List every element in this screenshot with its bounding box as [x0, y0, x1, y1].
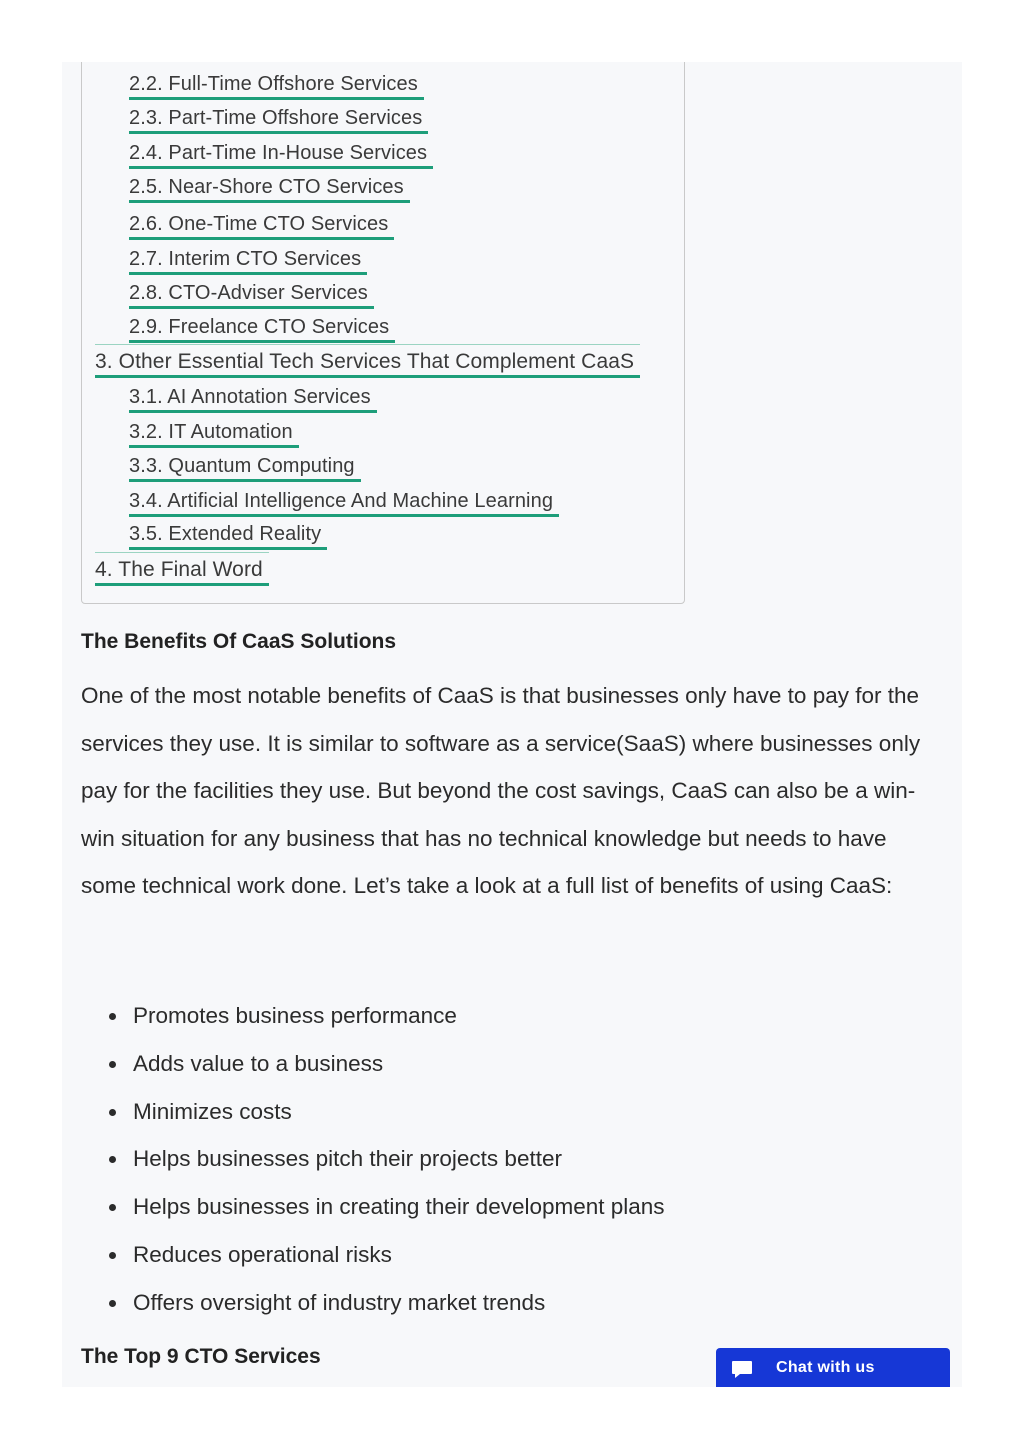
toc-item-ai-annotation[interactable]: 3.1. AI Annotation Services — [129, 384, 377, 413]
table-of-contents — [81, 62, 685, 604]
benefits-heading: The Benefits Of CaaS Solutions — [81, 630, 397, 653]
toc-item-final-word[interactable]: 4. The Final Word — [95, 557, 269, 586]
toc-item-other-essential-tech[interactable]: 3. Other Essential Tech Services That Complement CaaS — [95, 349, 640, 378]
chat-widget-label: Chat with us — [776, 1359, 875, 1376]
list-item: Promotes business performance — [81, 992, 665, 1040]
toc-item-one-time-cto[interactable]: 2.6. One-Time CTO Services — [129, 211, 394, 240]
benefits-paragraph: One of the most notable benefits of CaaS is that businesses only have to pay for the services they use. It is similar to software as a service(SaaS) where businesses only pay for the facilities they use. But beyond the cost savings, CaaS can also be a win-win situation for any business that has no technical knowledge but needs to have some technical work done. Let’s take a look at a full list of benefits of using CaaS: — [81, 683, 921, 898]
toc-item-part-time-in-house[interactable]: 2.4. Part-Time In-House Services — [129, 140, 433, 169]
list-item: Reduces operational risks — [81, 1231, 665, 1279]
list-item: Offers oversight of industry market trends — [81, 1279, 665, 1327]
toc-item-near-shore-cto[interactable]: 2.5. Near-Shore CTO Services — [129, 174, 410, 203]
chat-widget-button[interactable] — [716, 1348, 950, 1387]
list-item: Adds value to a business — [81, 1040, 665, 1088]
benefits-list — [81, 992, 665, 1327]
toc-item-ai-ml[interactable]: 3.4. Artificial Intelligence And Machine Learning — [129, 488, 559, 517]
toc-item-part-time-offshore[interactable]: 2.3. Part-Time Offshore Services — [129, 105, 428, 134]
toc-item-it-automation[interactable]: 3.2. IT Automation — [129, 419, 299, 448]
toc-item-interim-cto[interactable]: 2.7. Interim CTO Services — [129, 246, 367, 275]
page — [62, 62, 962, 1387]
list-item: Helps businesses in creating their development plans — [81, 1183, 665, 1231]
list-item: Helps businesses pitch their projects better — [81, 1135, 665, 1183]
toc-item-freelance-cto[interactable]: 2.9. Freelance CTO Services — [129, 314, 395, 343]
top-cto-services-heading: The Top 9 CTO Services — [81, 1345, 321, 1368]
toc-item-extended-reality[interactable]: 3.5. Extended Reality — [129, 521, 327, 550]
list-item: Minimizes costs — [81, 1088, 665, 1136]
toc-item-cto-adviser[interactable]: 2.8. CTO-Adviser Services — [129, 280, 374, 309]
toc-item-quantum-computing[interactable]: 3.3. Quantum Computing — [129, 453, 361, 482]
toc-item-full-time-offshore[interactable]: 2.2. Full-Time Offshore Services — [129, 71, 424, 100]
chat-bubble-icon — [730, 1357, 754, 1381]
